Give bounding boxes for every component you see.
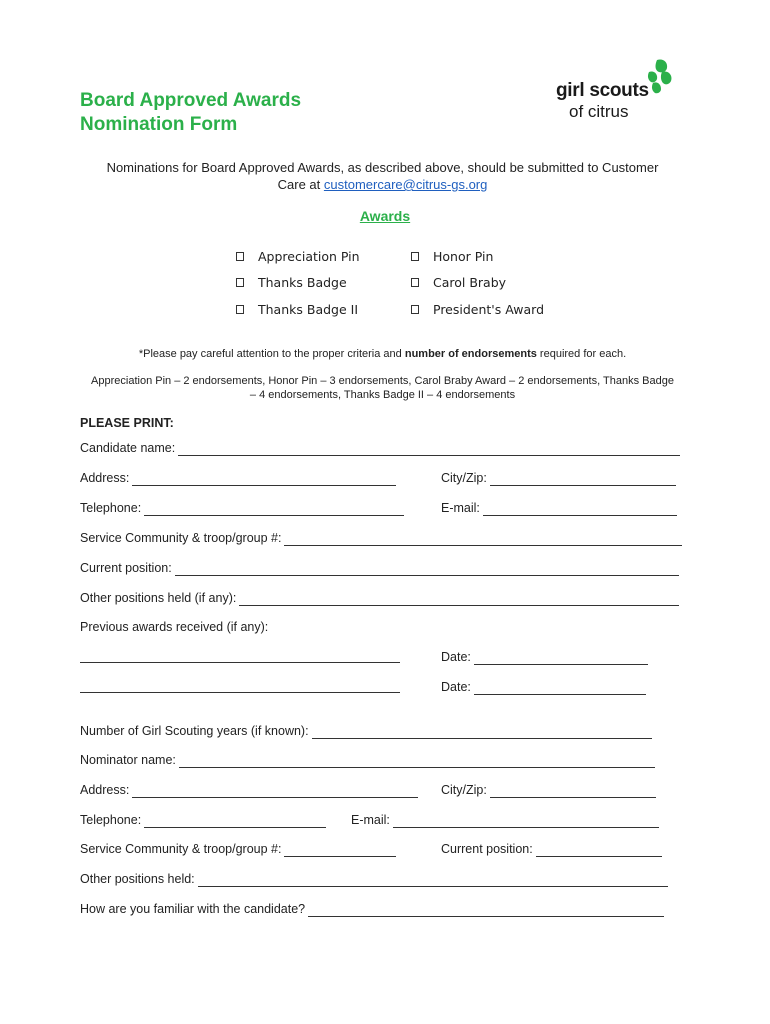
candidate-current-position-input[interactable] — [175, 563, 679, 576]
candidate-service-community-field — [80, 531, 682, 546]
endorsement-requirements — [70, 374, 695, 402]
note-bold: number of endorsements — [404, 348, 537, 360]
award-option-appreciation-pin[interactable] — [236, 249, 360, 264]
nominator-current-position-field — [441, 842, 662, 857]
service-community-label: Service Community & troop/group #: — [80, 531, 282, 545]
nominator-service-community-field — [80, 842, 396, 857]
intro-line-2-text: Care at — [277, 177, 324, 192]
note-post: required for each. — [536, 348, 627, 360]
logo-line-2: of citrus — [569, 102, 629, 121]
girl-scouts-logo — [553, 58, 678, 124]
candidate-email-field — [441, 501, 677, 516]
checkbox[interactable] — [236, 278, 244, 287]
award-option-honor-pin[interactable] — [411, 249, 493, 264]
nominator-address-field — [80, 783, 418, 798]
candidate-other-positions-input[interactable] — [239, 593, 679, 606]
previous-award-2-input[interactable] — [80, 680, 400, 693]
nominator-name-input[interactable] — [179, 755, 655, 768]
nominator-service-community-input[interactable] — [284, 844, 396, 857]
candidate-email-input[interactable] — [483, 503, 677, 516]
previous-award-1-field — [80, 650, 400, 663]
candidate-city-zip-field — [441, 471, 676, 486]
city-zip-label: City/Zip: — [441, 783, 487, 797]
current-position-label: Current position: — [80, 561, 172, 575]
scouting-years-field — [80, 724, 652, 739]
checkbox[interactable] — [236, 305, 244, 314]
familiar-with-candidate-input[interactable] — [308, 904, 664, 917]
form-title — [80, 89, 301, 137]
award-label: Carol Braby — [433, 275, 507, 290]
candidate-other-positions-field — [80, 591, 679, 606]
checkbox[interactable] — [411, 278, 419, 287]
candidate-name-label: Candidate name: — [80, 441, 176, 455]
award-label: Thanks Badge II — [258, 302, 359, 317]
candidate-current-position-field — [80, 561, 679, 576]
candidate-name-input[interactable] — [178, 443, 680, 456]
telephone-label: Telephone: — [80, 813, 142, 827]
service-community-label: Service Community & troop/group #: — [80, 842, 282, 856]
award-label: Thanks Badge — [258, 275, 347, 290]
candidate-address-input[interactable] — [132, 473, 396, 486]
intro-line-1: Nominations for Board Approved Awards, as described above, should be submitted to Customer — [106, 160, 659, 175]
scouting-years-label: Number of Girl Scouting years (if known): — [80, 724, 309, 738]
award-label: Honor Pin — [433, 249, 494, 264]
nominator-name-field — [80, 753, 655, 768]
previous-award-2-field — [80, 680, 400, 693]
email-label: E-mail: — [441, 501, 480, 515]
nominator-city-zip-input[interactable] — [490, 785, 656, 798]
nominator-current-position-input[interactable] — [536, 844, 662, 857]
nominator-address-input[interactable] — [132, 785, 418, 798]
intro-text — [70, 159, 695, 193]
endorsement-line-2: – 4 endorsements, Thanks Badge II – 4 endorsements — [249, 389, 516, 401]
criteria-note — [70, 348, 695, 360]
award-label: Appreciation Pin — [258, 249, 360, 264]
nominator-name-label: Nominator name: — [80, 753, 176, 767]
please-print-heading: PLEASE PRINT: — [80, 416, 174, 430]
previous-award-1-date-input[interactable] — [474, 652, 648, 665]
previous-awards-field — [80, 620, 268, 635]
current-position-label: Current position: — [441, 842, 533, 856]
other-positions-any-label: Other positions held (if any): — [80, 591, 237, 605]
intro-line-2 — [70, 176, 695, 193]
other-positions-label: Other positions held: — [80, 872, 195, 886]
awards-heading: Awards — [359, 208, 411, 224]
email-label: E-mail: — [351, 813, 390, 827]
note-pre: *Please pay careful attention to the proper criteria and — [138, 348, 405, 360]
nominator-city-zip-field — [441, 783, 656, 798]
customer-care-email-link[interactable]: customercare@citrus-gs.org — [323, 177, 488, 192]
form-title-line-2: Nomination Form — [80, 114, 238, 135]
date-label: Date: — [441, 650, 471, 664]
address-label: Address: — [80, 783, 130, 797]
previous-award-2-date-field — [441, 680, 646, 695]
date-label: Date: — [441, 680, 471, 694]
previous-award-1-input[interactable] — [80, 650, 400, 663]
nominator-email-field — [351, 813, 659, 828]
award-option-thanks-badge[interactable] — [236, 275, 347, 290]
award-label: President's Award — [433, 302, 545, 317]
candidate-address-field — [80, 471, 396, 486]
previous-award-2-date-input[interactable] — [474, 682, 646, 695]
award-option-thanks-badge-ii[interactable] — [236, 302, 358, 317]
checkbox[interactable] — [236, 252, 244, 261]
scouting-years-input[interactable] — [312, 726, 652, 739]
candidate-name-field — [80, 441, 680, 456]
nominator-email-input[interactable] — [393, 815, 659, 828]
endorsement-line-1: Appreciation Pin – 2 endorsements, Honor Pin – 3 endorsements, Carol Braby Award – 2 endorsements, Thanks Badge — [91, 375, 674, 387]
address-label: Address: — [80, 471, 130, 485]
previous-awards-label: Previous awards received (if any): — [80, 620, 269, 634]
nominator-other-positions-input[interactable] — [198, 874, 668, 887]
candidate-service-community-input[interactable] — [284, 533, 682, 546]
candidate-telephone-field — [80, 501, 404, 516]
familiar-label: How are you familiar with the candidate? — [80, 902, 306, 916]
previous-award-1-date-field — [441, 650, 648, 665]
city-zip-label: City/Zip: — [441, 471, 487, 485]
logo-line-1: girl scouts — [556, 80, 649, 101]
nominator-telephone-input[interactable] — [144, 815, 326, 828]
nominator-telephone-field — [80, 813, 326, 828]
checkbox[interactable] — [411, 305, 419, 314]
checkbox[interactable] — [411, 252, 419, 261]
form-title-line-1: Board Approved Awards — [80, 90, 302, 111]
award-option-carol-braby[interactable] — [411, 275, 506, 290]
telephone-label: Telephone: — [80, 501, 142, 515]
candidate-telephone-input[interactable] — [144, 503, 404, 516]
candidate-city-zip-input[interactable] — [490, 473, 676, 486]
award-option-presidents-award[interactable] — [411, 302, 544, 317]
nominator-other-positions-field — [80, 872, 668, 887]
familiar-with-candidate-field — [80, 902, 664, 917]
